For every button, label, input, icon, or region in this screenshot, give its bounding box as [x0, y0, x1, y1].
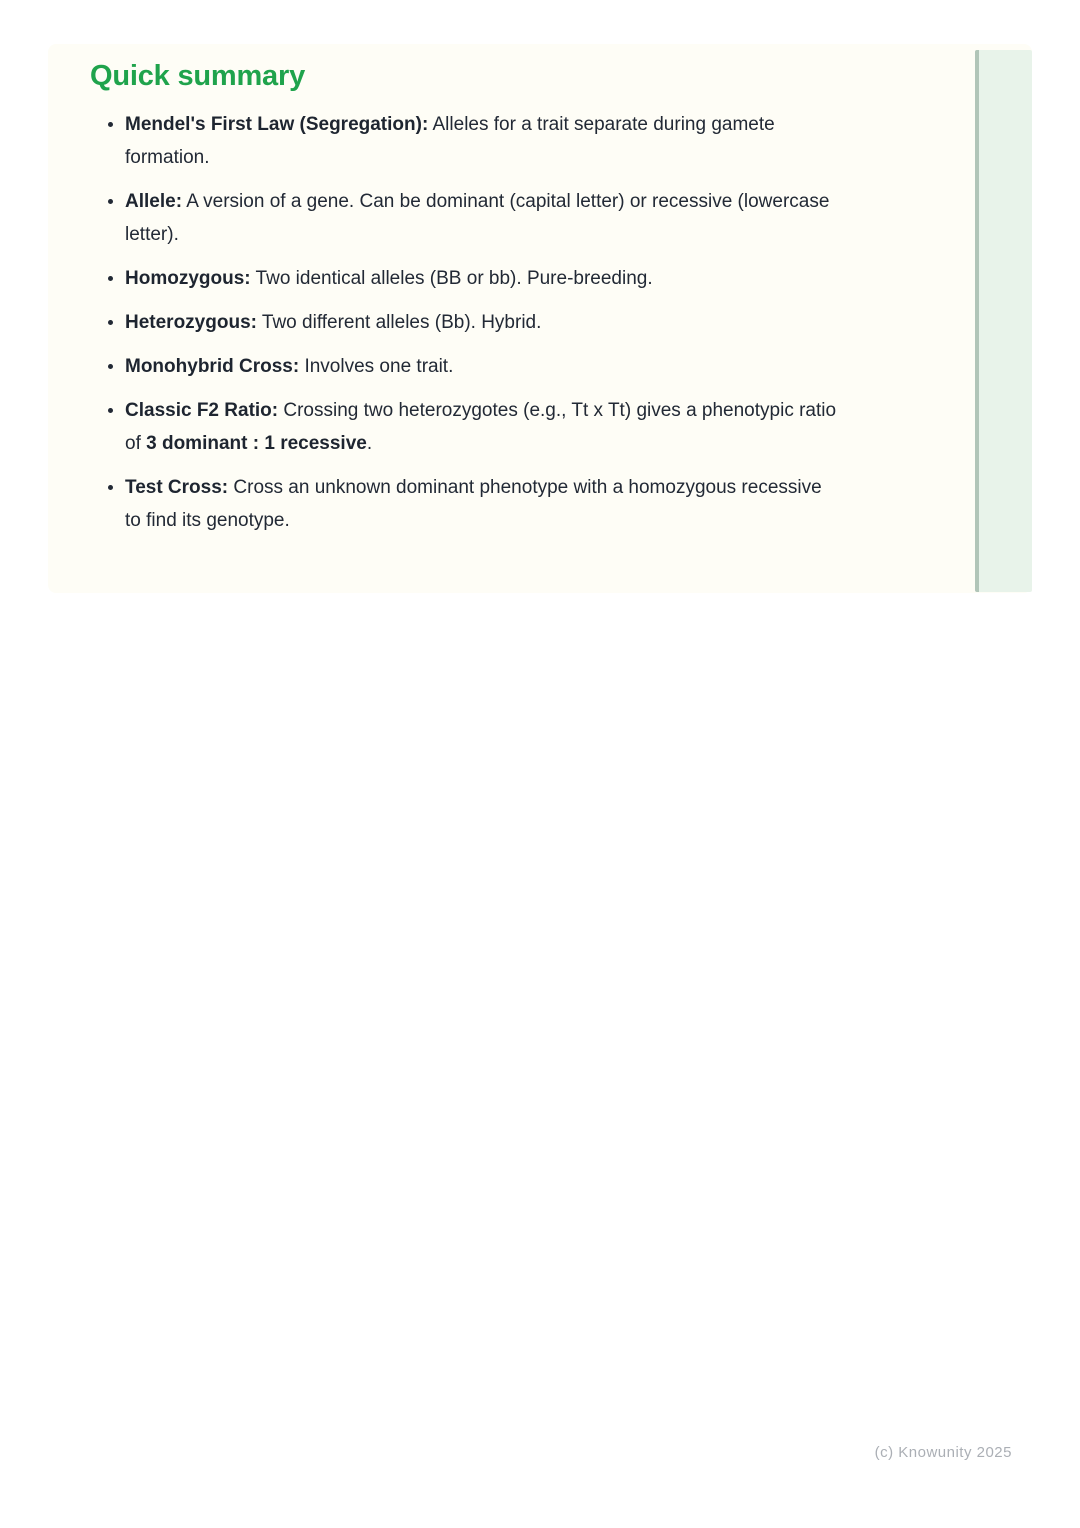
list-item-mendels-first-law [125, 108, 840, 174]
term-label: Monohybrid Cross: [125, 356, 300, 377]
item-text: Two identical alleles (BB or bb). Pure-breeding. [250, 268, 653, 289]
item-bold-text: 3 dominant : 1 recessive [146, 433, 367, 454]
quick-summary-heading: Quick summary [90, 60, 305, 92]
term-label: Homozygous: [125, 268, 251, 289]
term-label: Allele: [125, 191, 183, 212]
list-item-allele [125, 185, 840, 251]
summary-list [48, 108, 1032, 537]
green-accent-strip [975, 50, 1032, 592]
copyright-footer: (c) Knowunity 2025 [874, 1444, 1012, 1461]
term-label: Mendel's First Law (Segregation): [125, 114, 429, 135]
list-item-classic-f2-ratio [125, 394, 840, 460]
item-tail-text: . [366, 433, 373, 454]
item-text: Two different alleles (Bb). Hybrid. [256, 312, 542, 333]
item-text: Cross an unknown dominant phenotype with a homozygous recessive to find its genotype. [125, 477, 822, 531]
item-text: Crossing two heterozygotes (e.g., Tt x Tt) gives a phenotypic ratio of [125, 400, 837, 454]
list-item-heterozygous [125, 306, 840, 339]
item-text: A version of a gene. Can be dominant (capital letter) or recessive (lowercase letter). [125, 191, 830, 245]
list-item-monohybrid-cross [125, 350, 840, 383]
list-item-homozygous [125, 262, 840, 295]
term-label: Classic F2 Ratio: [125, 400, 279, 421]
term-label: Heterozygous: [125, 312, 257, 333]
item-text: Alleles for a trait separate during gamete formation. [125, 114, 775, 168]
summary-card [48, 44, 1032, 593]
term-label: Test Cross: [125, 477, 229, 498]
item-text: Involves one trait. [299, 356, 454, 377]
list-item-test-cross [125, 471, 840, 537]
